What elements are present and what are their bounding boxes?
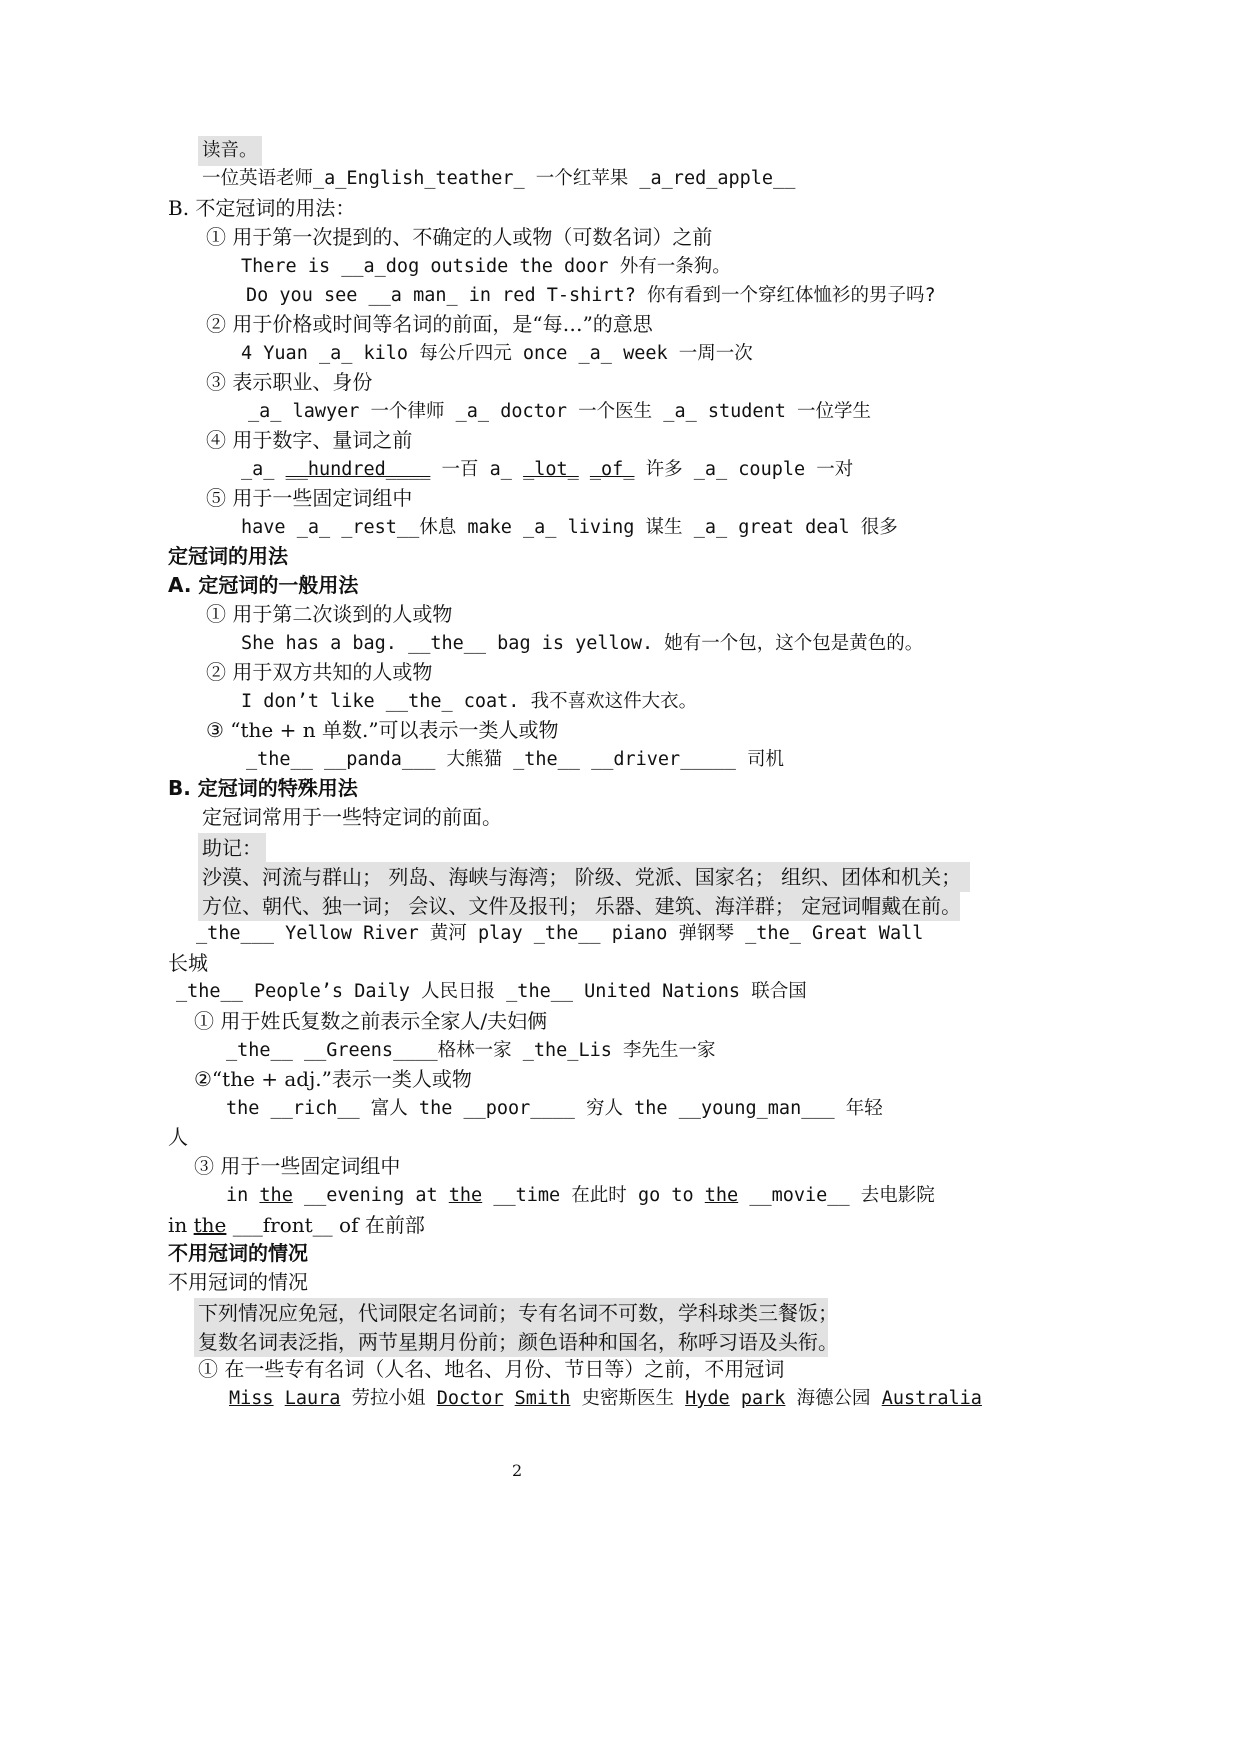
rule-the-singular-noun: ③ “the + n 单数.”可以表示一类人或物 xyxy=(206,718,559,742)
heading-no-article: 不用冠词的情况 xyxy=(168,1241,308,1265)
example-fixed-phrases: have _a_ _rest__休息 make _a_ living 谋生 _a_ great deal 很多 xyxy=(241,517,898,538)
underlined-australia: Australia xyxy=(881,1388,982,1409)
section-b-indefinite-usage: B. 不定冠词的用法： xyxy=(168,196,356,220)
example-daily-nations: _the__ People’s Daily 人民日报 _the__ United Nations 联合国 xyxy=(176,981,807,1002)
rule-3-profession: ③ 表示职业、身份 xyxy=(206,370,373,394)
rule-proper-nouns: ① 在一些专有名词（人名、地名、月份、节日等）之前，不用冠词 xyxy=(198,1357,785,1381)
text-segment: 史密斯医生 xyxy=(570,1388,686,1409)
text-segment: ___front__ of 在前部 xyxy=(226,1213,425,1237)
example-panda-driver: _the__ __panda___ 大熊猫 _the__ __driver_____ 司机 xyxy=(246,749,785,770)
example-river-piano-wall: _the___ Yellow River 黄河 play _the__ piano 弹钢琴 _the_ Great Wall xyxy=(196,923,924,944)
page-number: 2 xyxy=(512,1461,523,1480)
text-segment: 许多 _a_ couple 一对 xyxy=(634,459,854,480)
rule-1-first-mention: ① 用于第一次提到的、不确定的人或物（可数名词）之前 xyxy=(206,225,713,249)
mnemonic-line-1: 沙漠、河流与群山； 列岛、海峡与海湾； 阶级、党派、国家名； 组织、团体和机关； xyxy=(198,862,970,892)
mnemonic-line-2: 方位、朝代、独一词； 会议、文件及报刊； 乐器、建筑、海洋群； 定冠词帽戴在前。 xyxy=(198,891,960,921)
rule-the-adj: ②“the + adj.”表示一类人或物 xyxy=(194,1067,472,1091)
underlined-of: _of_ xyxy=(589,459,635,480)
example-price-week: 4 Yuan _a_ kilo 每公斤四元 once _a_ week 一周一次 xyxy=(241,343,753,364)
line-reading: 读音。 xyxy=(198,136,262,166)
example-coat: I don’t like __the_ coat. 我不喜欢这件大衣。 xyxy=(241,691,698,712)
mnemonic-label: 助记： xyxy=(198,833,266,863)
underlined-park: park xyxy=(740,1388,786,1409)
underlined-hyde: Hyde xyxy=(685,1388,730,1409)
mnemonic-no-article-2: 复数名词表泛指，两节星期月份前；颜色语种和国名，称呼习语及头衔。 xyxy=(194,1327,828,1357)
underlined-the: the xyxy=(704,1185,739,1206)
text-segment xyxy=(274,1388,285,1409)
rule-4-numbers: ④ 用于数字、量词之前 xyxy=(206,428,413,452)
line-no-article: 不用冠词的情况 xyxy=(168,1270,308,1294)
example-professions: _a_ lawyer 一个律师 _a_ doctor 一个医生 _a_ student 一位学生 xyxy=(248,401,871,422)
heading-definite-article: 定冠词的用法 xyxy=(168,544,288,568)
example-rich-poor-young: the __rich__ 富人 the __poor____ 穷人 the __young_man___ 年轻 xyxy=(226,1098,883,1119)
example-front xyxy=(168,1212,425,1238)
rule-mutual-knowledge: ② 用于双方共知的人或物 xyxy=(206,660,433,684)
underlined-the: the xyxy=(448,1185,483,1206)
example-young-wrap: 人 xyxy=(168,1125,188,1149)
text-segment: __movie__ 去电影院 xyxy=(738,1185,935,1206)
text-segment: 劳拉小姐 xyxy=(340,1388,437,1409)
example-bag: She has a bag. __the__ bag is yellow. 她有一个包，这个包是黄色的。 xyxy=(241,633,924,654)
underlined-the: the xyxy=(193,1213,227,1237)
text-segment xyxy=(504,1388,515,1409)
rule-fixed-phrases-the: ③ 用于一些固定词组中 xyxy=(194,1154,401,1178)
rule-surname-plural: ① 用于姓氏复数之前表示全家人/夫妇俩 xyxy=(194,1009,548,1033)
line-example-teacher-apple: 一位英语老师_a_English_teather_ 一个红苹果 _a_red_apple__ xyxy=(202,168,796,189)
rule-second-mention: ① 用于第二次谈到的人或物 xyxy=(206,602,453,626)
line-special-intro: 定冠词常用于一些特定词的前面。 xyxy=(202,805,502,829)
text-segment xyxy=(579,459,590,480)
text-segment: in xyxy=(226,1185,260,1206)
text-segment: 一百 a_ xyxy=(430,459,524,480)
underlined-laura: Laura xyxy=(284,1388,341,1409)
text-segment: in xyxy=(168,1213,194,1237)
mnemonic-no-article-1: 下列情况应免冠，代词限定名词前；专有名词不可数，学科球类三餐饭； xyxy=(194,1298,828,1328)
text-segment: 海德公园 xyxy=(785,1388,882,1409)
example-dog: There is __a_dog outside the door 外有一条狗。 xyxy=(241,256,731,277)
text-segment: __evening at xyxy=(292,1185,449,1206)
example-greens-lis: _the__ __Greens____格林一家 _the_Lis 李先生一家 xyxy=(226,1040,716,1061)
text-segment xyxy=(730,1388,741,1409)
heading-a-general-usage: A. 定冠词的一般用法 xyxy=(168,573,359,597)
text-segment: _a_ xyxy=(241,459,286,480)
heading-b-special-usage: B. 定冠词的特殊用法 xyxy=(168,776,358,800)
example-wall-wrap: 长城 xyxy=(168,951,208,975)
text-segment: __time 在此时 go to xyxy=(482,1185,705,1206)
underlined-the: the xyxy=(259,1185,293,1206)
underlined-lot: _lot_ xyxy=(523,459,579,480)
example-evening-time-movie xyxy=(226,1183,935,1209)
underlined-smith: Smith xyxy=(514,1388,571,1409)
example-man-tshirt: Do you see __a man_ in red T-shirt? 你有看到一个穿红体恤衫的男子吗? xyxy=(246,285,936,306)
rule-2-price-time: ② 用于价格或时间等名词的前面，是“每…”的意思 xyxy=(206,312,653,336)
example-numbers xyxy=(241,457,853,483)
underlined-hundred: __hundred____ xyxy=(285,459,431,480)
underlined-miss: Miss xyxy=(229,1388,274,1409)
example-proper-nouns xyxy=(229,1386,982,1412)
rule-5-fixed-phrases: ⑤ 用于一些固定词组中 xyxy=(206,486,413,510)
underlined-doctor: Doctor xyxy=(436,1388,504,1409)
